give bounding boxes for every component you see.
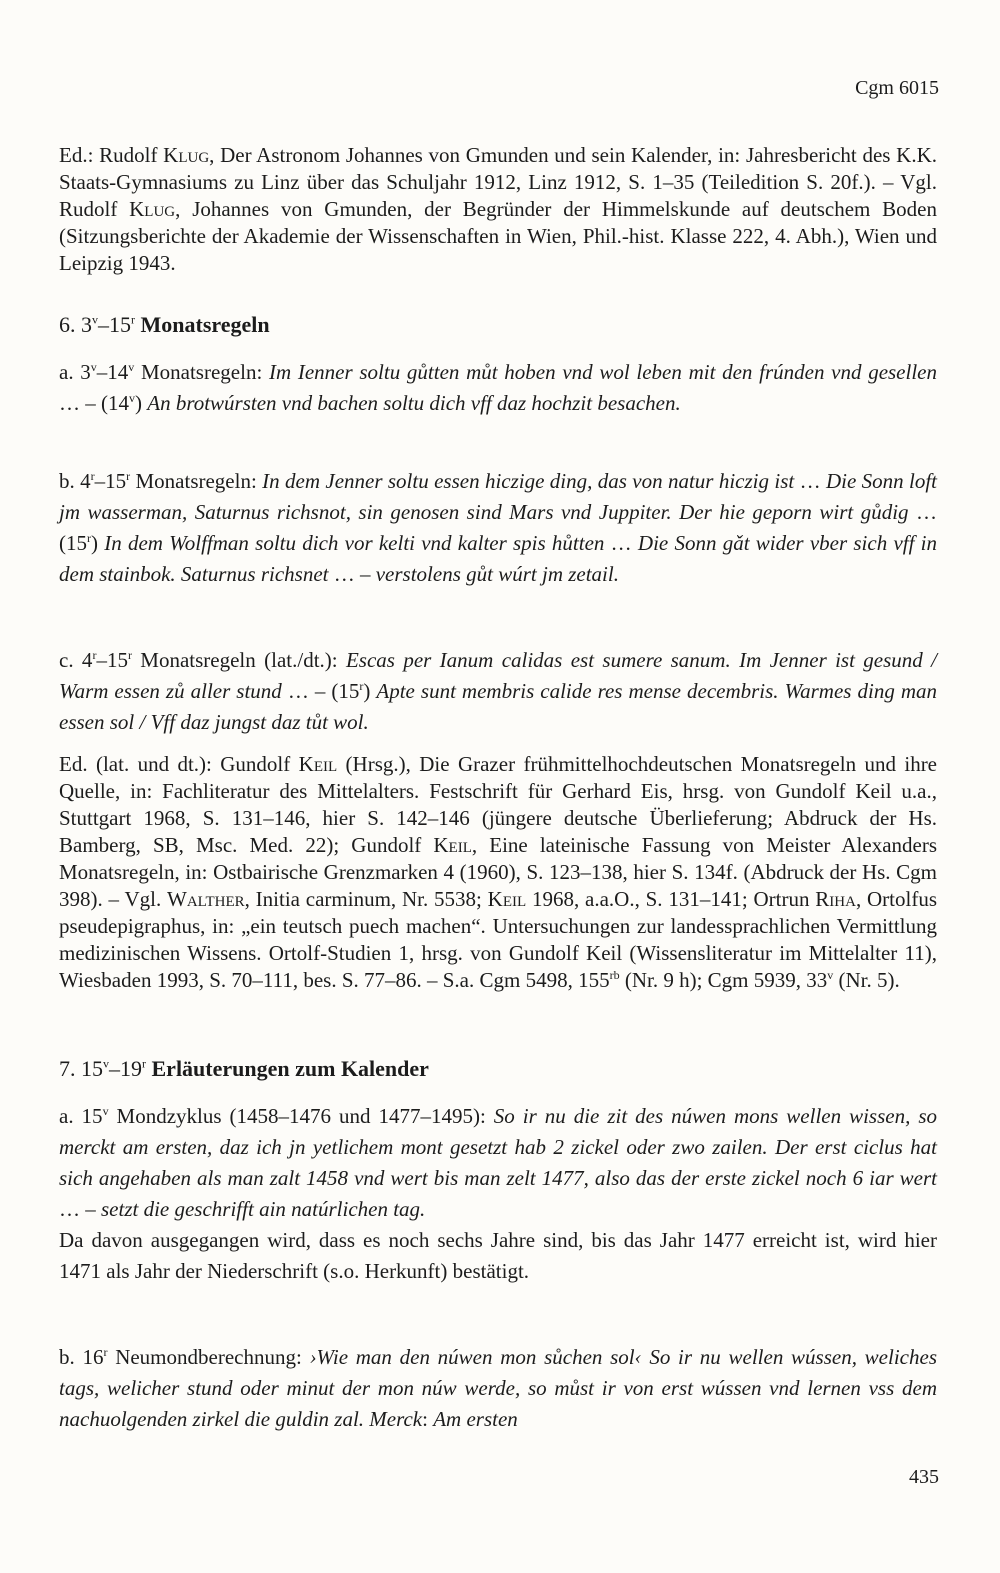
entry-label: b. 4	[59, 469, 91, 493]
text: , Ortolfus pseudepigraphus, in: „ein teutsch puech machen“. Untersuchungen zur landessprachlichen Vermittlung medizinischen Wissens. Ortolf-Studien 1, hrsg. von Gundolf Keil (Wissensliteratur im Mittelalter 11), Wiesbaden 1993, S. 70–111, bes. S. 77–86. – S.a. Cgm 5498, 155	[59, 887, 937, 992]
separator: …	[604, 531, 638, 555]
quote: In dem Wolffman soltu dich vor kelti vnd kalter spis hůtten	[104, 531, 605, 555]
text: , Der Astronom Johannes von Gmunden und sein Kalender, in: Jahresbericht des K.K. Staats-Gymnasiums zu Linz über das Schuljahr 1912, Linz 1912, S. 1–35 (Teiledition S. 20f.). – Vgl. Rudolf	[59, 143, 937, 221]
section-title: Erläuterungen zum Kalender	[146, 1056, 429, 1081]
folio-sup: r	[103, 1345, 108, 1359]
folio-range: –19	[109, 1056, 142, 1081]
running-head: Cgm 6015	[855, 77, 939, 99]
explicit-quote: Apte sunt membris calide res mense decembris. Warmes ding man essen sol / Vff daz jungst daz tůt wol.	[59, 679, 938, 734]
author-name: Keil	[298, 752, 338, 776]
incipit-quote: In dem Jenner soltu essen hiczige ding, das von natur hiczig ist	[262, 469, 795, 493]
incipit-quote: Escas per Ianum calidas est sumere sanum. Im Jenner ist gesund / Warm essen zů aller stund	[59, 648, 937, 703]
entry-label: a. 15	[59, 1104, 103, 1128]
entry-title: Neumondberechnung:	[107, 1345, 310, 1369]
text: (Hrsg.), Die Grazer frühmittelhochdeutschen Monatsregeln und ihre Quelle, in: Fachliteratur des Mittelalters. Festschrift für Gerhard Eis, hrsg. von Gundolf Keil u.a., Stuttgart 1968, S. 131–146, hier S. 142–146 (jüngere deutsche Überlieferung; Abdruck der Hs. Bamberg, SB, Msc. Med. 22); Gundolf	[59, 752, 938, 857]
commentary: Da davon ausgegangen wird, dass es noch sechs Jahre sind, bis das Jahr 1477 erreicht ist, wird hier 1471 als Jahr der Niederschrift (s.o. Herkunft) bestätigt.	[59, 1228, 937, 1283]
folio-sup: v	[827, 968, 834, 982]
author-name: Keil	[487, 887, 527, 911]
section-number: 6. 3	[59, 312, 92, 337]
section-7-heading	[59, 1056, 429, 1082]
edition-note-keil	[59, 751, 937, 994]
folio-sup: r	[127, 648, 132, 662]
entry-6b	[59, 466, 937, 590]
folio-sup: r	[92, 648, 97, 662]
author-name: Riha	[815, 887, 856, 911]
author-name: Klug	[163, 143, 210, 167]
section-title: Monatsregeln	[135, 312, 270, 337]
separator: … – (15	[281, 679, 360, 703]
text: (Nr. 9 h); Cgm 5939, 33	[619, 968, 828, 992]
text: Ed. (lat. und dt.): Gundolf	[59, 752, 299, 776]
folio-sup: v	[92, 312, 98, 327]
entry-label: b. 16	[59, 1345, 104, 1369]
separator: )	[135, 391, 148, 415]
folio-sup: r	[90, 469, 95, 483]
folio-sup: r	[142, 1056, 146, 1071]
author-name: Walther	[167, 887, 245, 911]
entry-6c	[59, 645, 937, 738]
folio-range: –15	[96, 648, 128, 672]
text: 1968, a.a.O., S. 131–141; Ortrun	[526, 887, 816, 911]
separator: … –	[328, 562, 376, 586]
quote: Am ersten	[433, 1407, 518, 1431]
entry-6a	[59, 357, 937, 419]
folio-sup: rb	[609, 968, 620, 982]
section-6-heading	[59, 312, 270, 338]
page-number: 435	[909, 1466, 939, 1488]
text: Ed.: Rudolf	[59, 143, 164, 167]
entry-7a	[59, 1101, 937, 1287]
text: , Eine lateinische Fassung von Meister Alexanders Monatsregeln, in: Ostbairische Grenzmarken 4 (1960), S. 123–138, hier S. 134f. (Abdruck der Hs. Cgm 398). – Vgl.	[59, 833, 937, 911]
incipit-quote: Im Ienner soltu gůtten můt hoben vnd wol leben mit den frúnden vnd gesellen	[269, 360, 937, 384]
entry-title: Monatsregeln:	[130, 469, 263, 493]
separator: … (15	[59, 500, 938, 555]
section-number: 7. 15	[59, 1056, 103, 1081]
folio-sup: v	[129, 391, 135, 405]
folio-sup: r	[126, 469, 131, 483]
folio-sup: r	[87, 531, 91, 545]
entry-7b	[59, 1342, 937, 1435]
author-name: Keil	[433, 833, 472, 857]
separator: )	[91, 531, 105, 555]
text: , Johannes von Gmunden, der Begründer der Himmelskunde auf deutschem Boden (Sitzungsberichte der Akademie der Wissenschaften in Wien, Phil.-hist. Klasse 222, 4. Abh.), Wien und Leipzig 1943.	[59, 197, 937, 275]
entry-label: a. 3	[59, 360, 91, 384]
entry-title: Monatsregeln:	[134, 360, 269, 384]
folio-sup: v	[102, 1104, 109, 1118]
separator: …	[794, 469, 826, 493]
folio-sup: v	[103, 1056, 109, 1071]
entry-title: Mondzyklus (1458–1476 und 1477–1495):	[108, 1104, 494, 1128]
explicit-quote: An brotwúrsten vnd bachen soltu dich vff daz hochzit besachen.	[147, 391, 681, 415]
quote: Die Sonn gǎt wider vber sich vff in dem stainbok. Saturnus richsnet	[59, 531, 938, 586]
explicit-quote: setzt die geschrifft ain natúrlichen tag.	[101, 1197, 426, 1221]
incipit-quote: So ir nu die zit des núwen mons wellen wissen, so merckt am ersten, daz ich jn yetlichem mont gesetzt hab 2 zickel oder zwo zailen. Der erst ciclus hat sich angehaben als man zalt 1458 vnd wert bis man zelt 1477, also das der erste zickel noch 6 iar wert	[59, 1104, 937, 1190]
folio-range: –15	[98, 312, 131, 337]
quote: Die Sonn loft jm wasserman, Saturnus richsnot, sin genosen sind Mars vnd Juppiter. Der hie geporn wirt gůdig	[59, 469, 938, 524]
entry-label: c. 4	[59, 648, 93, 672]
author-name: Klug	[129, 197, 176, 221]
separator: :	[422, 1407, 434, 1431]
folio-sup: r	[131, 312, 135, 327]
folio-range: –15	[94, 469, 127, 493]
text: , Initia carminum, Nr. 5538;	[244, 887, 488, 911]
folio-range: –14	[96, 360, 129, 384]
entry-title: Monatsregeln (lat./dt.):	[131, 648, 346, 672]
folio-sup: v	[128, 360, 135, 374]
separator: … –	[59, 1197, 101, 1221]
document-page	[59, 0, 939, 1573]
folio-sup: v	[90, 360, 97, 374]
edition-note-klug	[59, 142, 937, 277]
folio-sup: r	[359, 679, 364, 693]
explicit-quote: verstolens gůt wúrt jm zetail.	[375, 562, 619, 586]
incipit-quote: ›Wie man den núwen mon sůchen sol‹ So ir nu wellen wússen, weliches tags, welicher stund oder minut der mon núw werde, so můst ir von erst wússen vnd lernen vss dem nachuolgenden zirkel die guldin zal. Merck	[59, 1345, 937, 1431]
separator: )	[363, 679, 377, 703]
separator: … – (14	[59, 391, 129, 415]
text: (Nr. 5).	[833, 968, 900, 992]
